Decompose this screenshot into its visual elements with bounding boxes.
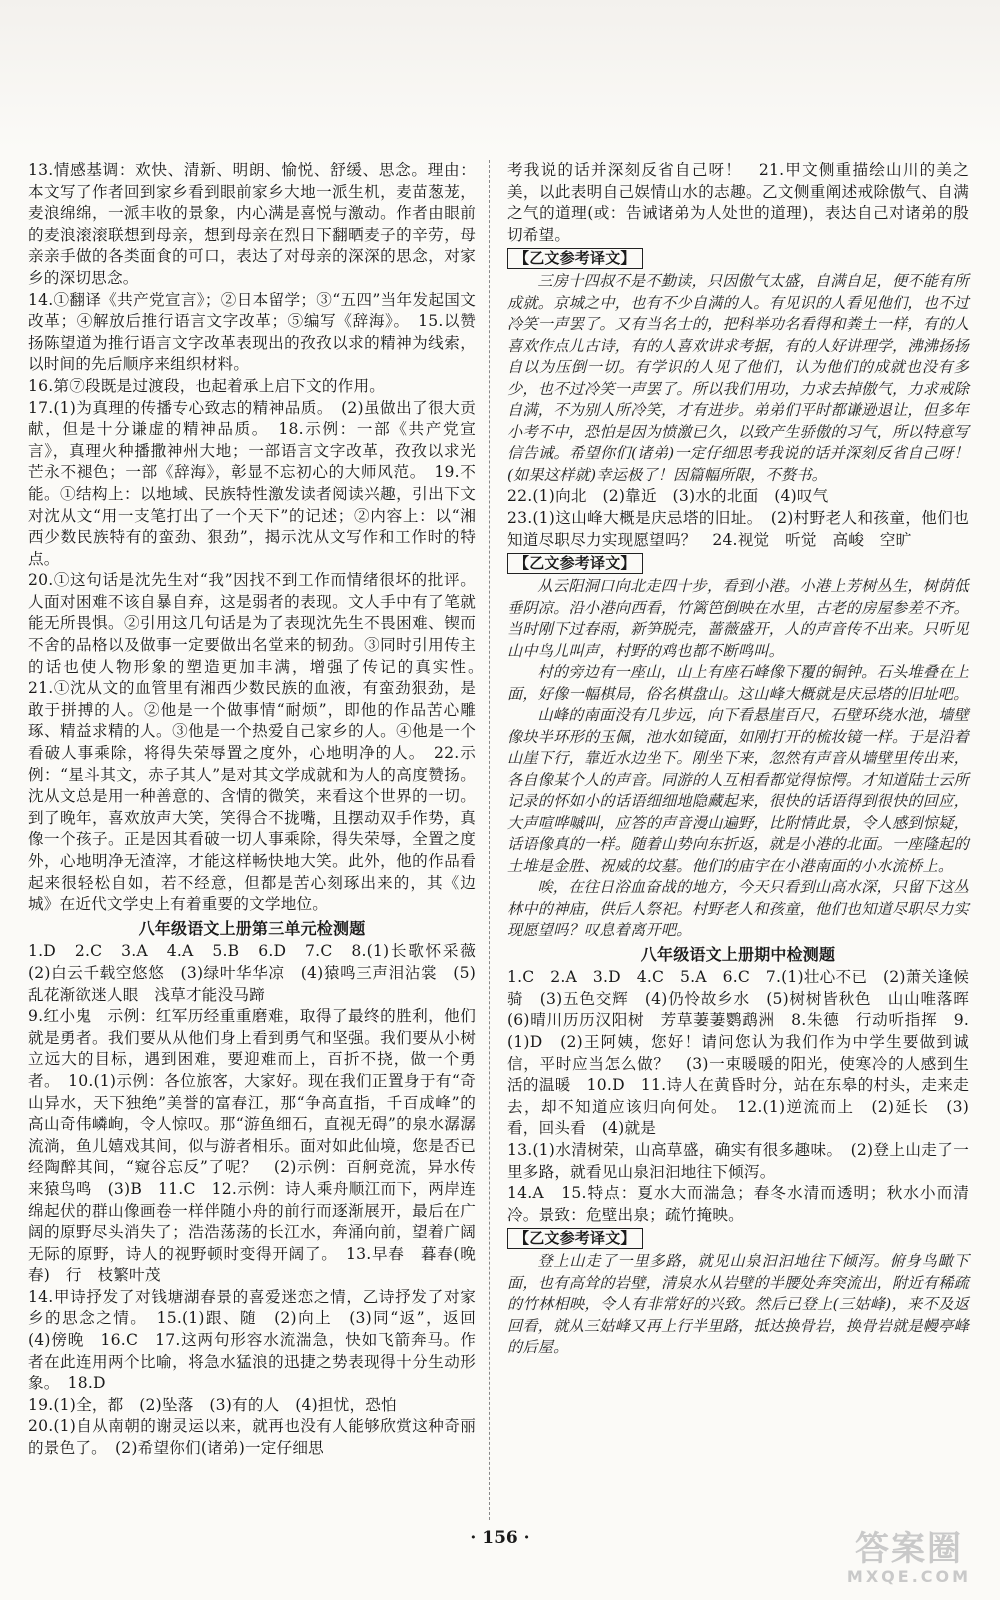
translation-paragraph: 村的旁边有一座山，山上有座石峰像下覆的铜钟。石头堆叠在上面，好像一幅棋局，俗名棋盘山。这山峰大概就是庆忌塔的旧址吧。 <box>507 663 969 703</box>
answer-14-15: 14.①翻译《共产党宣言》；②日本留学；③“五四”当年发起国文改革；④解放后推行语言文字改革；⑤编写《辞海》。 15.以赞扬陈望道为推行语言文字改革表现出的孜孜以求的精神为线索，以时间的先后顺序来组织材料。 <box>28 290 476 374</box>
watermark-sub: MXQE.COM <box>846 1567 972 1586</box>
answer-20: 20.(1)自从南朝的谢灵运以来，就再也没有人能够欣赏这种奇丽的景色了。 (2)希望你们(诸弟)一定仔细思 <box>28 1417 476 1458</box>
answer-20-21-cont: 考我说的话并深刻反省自己呀！ 21.甲文侧重描绘山川的美之美，以此表明自己娱情山水的志趣。乙文侧重阐述戒除傲气、自满之气的道理(或：告诫诸弟为人处世的道理)，表达自己对诸弟的殷切希望。 <box>507 161 969 244</box>
translation-paragraph: 唉，在往日浴血奋战的地方，今天只看到山高水深，只留下这丛林中的神庙，供后人祭祀。村野老人和孩童，他们也知道尽职尽力实现愿望吗？叹息着离开吧。 <box>507 878 969 940</box>
translation-paragraph: 三房十四叔不是不勤读，只因傲气太盛，自满自足，便不能有所成就。京城之中，也有不少自满的人。有见识的人看见他们，也不过冷笑一声罢了。又有当名士的，把科举功名看得和粪土一样，有的人喜欢作点儿古诗，有的人喜欢讲求考据，有的人好讲理学，沸沸扬扬自以为压倒一切。有学识的人见了他们，认为他们的成就也没有多少，也不过冷笑一声罢了。所以我们用功，力求去掉傲气，力求戒除自满，不为别人所冷笑，才有进步。弟弟们平时都谦逊退让，但多年小考不中，恐怕是因为愤激已久，以致产生骄傲的习气，所以特意写信告诫。希望你们(诸弟)一定仔细思考我说的话并深刻反省自己呀！(如果这样就)幸运极了！因篇幅所限，不赘书。 <box>507 272 969 484</box>
right-column <box>507 160 985 1359</box>
section-title-unit3: 八年级语文上册第三单元检测题 <box>138 918 366 938</box>
page-number: · 156 · <box>470 1528 530 1548</box>
answer-13: 13.情感基调：欢快、清新、明朗、愉悦、舒缓、思念。理由：本文写了作者回到家乡看到眼前家乡大地一派生机，麦苗葱茏，麦浪绵绵，一派丰收的景象，内心满是喜悦与激动。作者由眼前的麦浪滚滚联想到母亲，想到母亲在烈日下翻晒麦子的辛劳，母亲亲手做的各类面食的可口，表达了对母亲的深深的思念，对家乡的深切思念。 <box>28 161 476 287</box>
answer-1-12: 1.C 2.A 3.D 4.C 5.A 6.C 7.(1)壮心不已 (2)萧关逢候骑 (3)五色交辉 (4)仍怜故乡水 (5)树树皆秋色 山山唯落晖 (6)晴川历历汉阳树 芳草萋萋鹦鹉洲 8.朱德 行动听指挥 9.(1)D (2)王阿姨，您好！请问您认为我们作为中学生要做到诚信，平时应当怎么做？ (3)一束暖暖的阳光，使寒冷的人感到生活的温暖 10.D 11.诗人在黄昏时分，站在东皋的村头，走来走去，却不知道应该归向何处。 12.(1)逆流而上 (2)延长 (3)看，回头看 (4)就是 <box>507 968 985 1138</box>
section-title-midterm: 八年级语文上册期中检测题 <box>640 944 836 964</box>
translation-label: 【乙文参考译文】 <box>507 1228 643 1249</box>
column-divider <box>489 160 490 1520</box>
left-column <box>28 160 492 1460</box>
answer-20-22: 20.①这句话是沈先生对“我”因找不到工作而情绪很坏的批评。人面对困难不该自暴自弃，这是弱者的表现。文人手中有了笔就能无所畏惧。②引用这几句话是为了表现沈先生不畏困难、锲而不舍的品格以及做事一定要做出名堂来的韧劲。③同时引用传主的话也使人物形象的塑造更加丰满，增强了传记的真实性。 21.①沈从文的血管里有湘西少数民族的血液，有蛮劲狠劲，是敢于拼搏的人。②他是一个做事情“耐烦”，即他的作品苦心雕琢、精益求精的人。③他是一个热爱自己家乡的人。④他是一个看破人事乘除，将得失荣辱置之度外，心地明净的人。 22.示例：“星斗其文，赤子其人”是对其文学成就和为人的高度赞扬。沈从文总是用一种善意的、含情的微笑，来看这个世界的一切。到了晚年，喜欢放声大笑，笑得合不拢嘴，且摆动双手作势，真像一个孩子。正是因其看破一切人事乘除，得失荣辱，全置之度外，心地明净无渣滓，才能这样畅快地大笑。此外，他的作品看起来很轻松自如，若不经意，但都是苦心刻琢出来的，其《边城》在近代文学史上有着重要的文学地位。 <box>28 571 492 914</box>
translation-paragraph: 登上山走了一里多路，就见山泉汩汩地往下倾泻。俯身鸟瞰下面，也有高耸的岩壁，清泉水从岩壁的半腰处奔突流出，附近有稀疏的竹林相映，令人有非常好的兴致。然后已登上(三姑峰)，来不及返回看，就从三姑峰又再上行半里路，抵达换骨岩，换骨岩就是幔亭峰的后屋。 <box>507 1252 969 1357</box>
watermark-main: 答案圈 <box>855 1529 963 1569</box>
answer-16: 16.第⑦段既是过渡段，也起着承上启下文的作用。 <box>28 376 386 395</box>
answer-23-24: 23.(1)这山峰大概是庆忌塔的旧址。 (2)村野老人和孩童，他们也知道尽职尽力实现愿望吗？ 24.视觉 听觉 高峻 空旷 <box>507 508 969 549</box>
watermark-logo <box>834 1530 984 1590</box>
translation-label: 【乙文参考译文】 <box>507 248 643 269</box>
translation-paragraph: 山峰的南面没有几步远，向下看悬崖百尺，石壁环绕水池，墙壁像块半环形的玉佩，池水如镜面，如刚打开的梳妆镜一样。于是沿着山崖下行，靠近水边坐下。刚坐下来，忽然有声音从墙壁里传出来，各自像某个人的声音。同游的人互相看都觉得惊愕。才知道陆士云所记录的怀如小的话语细细地隐藏起来，很快的话语得到很快的回应，大声喧哗嘁叫，应答的声音漫山遍野，比附情此景，令人感到惊疑，话语像真的一样。随着山势向东折返，就是小港的北面。一座隆起的土堆是金胜、祝威的坟墓。他们的庙宇在小港南面的小水流桥上。 <box>507 706 969 875</box>
answer-17-19: 17.(1)为真理的传播专心致志的精神品质。 (2)虽做出了很大贡献，但是十分谦虚的精神品质。 18.示例：一部《共产党宣言》，真理火种播撒神州大地；一部语言文字改革，孜孜以求光芒永不褪色；一部《辞海》，彰显不忘初心的大师风范。 19.不能。①结构上：以地域、民族特性激发读者阅读兴趣，引出下文对沈从文“用一支笔打出了一个天下”的记述；②内容上：以“湘西少数民族特有的蛮劲、狠劲”，揭示沈从文写作和工作时的特点。 <box>28 398 476 568</box>
answer-14-15-midterm: 14.A 15.特点：夏水大而湍急；春冬水清而透明；秋水小而清冷。景致：危壁出泉；疏竹掩映。 <box>507 1184 969 1224</box>
answer-19: 19.(1)全，都 (2)坠落 (3)有的人 (4)担忧，恐怕 <box>28 1395 397 1414</box>
answer-14-18: 14.甲诗抒发了对钱塘湖春景的喜爱迷恋之情，乙诗抒发了对家乡的思念之情。 15.(1)跟、随 (2)向上 (3)同“返”，返回 (4)傍晚 16.C 17.这两句形容水流湍急，快如飞箭奔马。作者在此连用两个比喻，将急水猛浪的迅捷之势表现得十分生动形象。 18.D <box>28 1287 492 1393</box>
translation-label: 【乙文参考译文】 <box>507 553 643 574</box>
answer-9-13: 9.红小鬼 示例：红军历经重重磨难，取得了最终的胜利，他们就是勇者。我们要从从他们身上看到勇气和坚强。我们要从小树立远大的目标，遇到困难，要迎难而上，百折不挠，做一个勇者。 10.(1)示例：各位旅客，大家好。现在我们正置身于有“奇山异水，天下独绝”美誉的富春江，那“争高直指，千百成峰”的高山奇伟嶙峋，令人惊叹。那“游鱼细石，直视无碍”的泉水潺潺流淌，鱼儿嬉戏其间，似与游者相乐。面对如此仙境，您是否已经陶醉其间，“窥谷忘反”了呢？ (2)示例：百舸竞流，异水传来猿鸟鸣 (3)B 11.C 12.示例：诗人乘舟顺江而下，两岸连绵起伏的群山像画卷一样伴随小舟的前行而逐渐展开，最后在广阔的原野尽头消失了；浩浩荡荡的长江水，奔涌向前，望着广阔无际的原野，诗人的视野顿时变得开阔了。 13.早春 暮春(晚春) 行 枝繁叶茂 <box>28 1007 476 1285</box>
answer-1-8: 1.D 2.C 3.A 4.A 5.B 6.D 7.C 8.(1)长歌怀采薇 (2)白云千载空悠悠 (3)绿叶华华凉 (4)猿鸣三声泪沾裳 (5)乱花渐欲迷人眼 浅草才能没马蹄 <box>28 942 492 1004</box>
answer-22: 22.(1)向北 (2)靠近 (3)水的北面 (4)叹气 <box>507 487 829 506</box>
answer-13-midterm: 13.(1)水清树荣，山高草盛，确实有很多趣味。 (2)登上山走了一里多路，就看见山泉汩汩地往下倾泻。 <box>507 1141 969 1181</box>
page-top-margin <box>0 0 1000 150</box>
translation-paragraph: 从云阳洞口向北走四十步，看到小港。小港上芳树丛生，树荫低垂阴凉。沿小港向西看，竹篱笆倒映在水里，古老的房屋参差不齐。当时刚下过春雨，新笋脱壳，蔷薇盛开，人的声音传不出来。只听见山中鸟儿叫声，村野的鸡也都不断鸣叫。 <box>507 577 969 660</box>
